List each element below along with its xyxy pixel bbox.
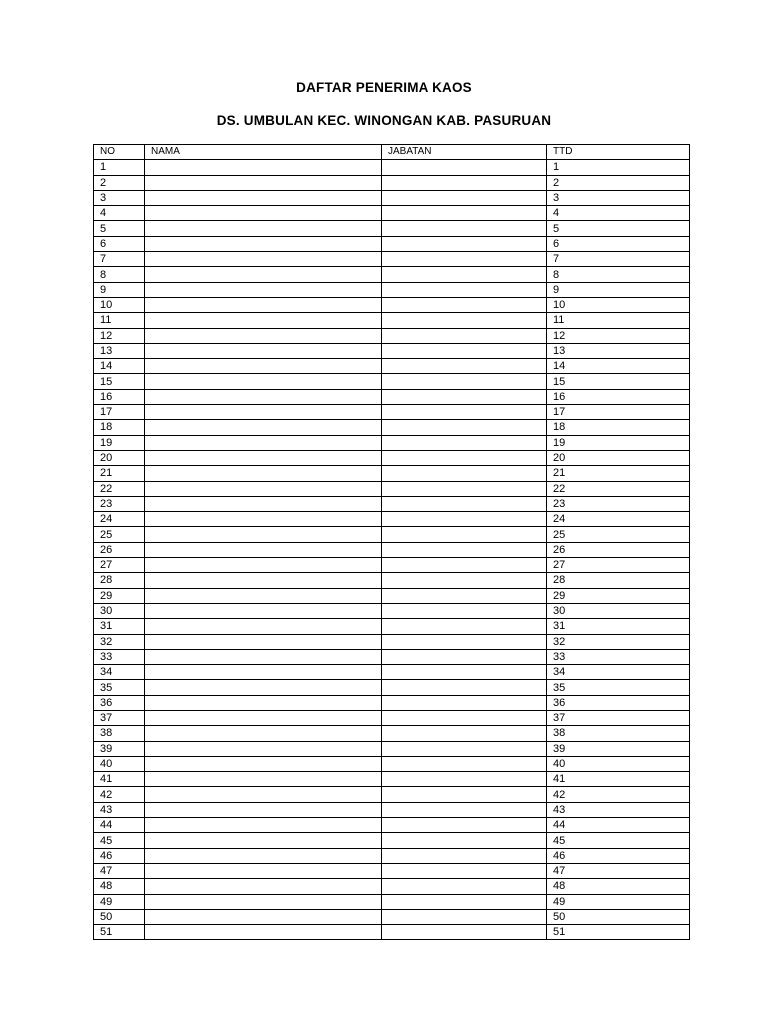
cell-ttd: 10 [547,297,690,312]
cell-nama [145,527,382,542]
cell-nama [145,695,382,710]
cell-jabatan [382,527,547,542]
cell-nama [145,282,382,297]
table-row [94,190,690,205]
cell-nama [145,313,382,328]
cell-no: 14 [94,359,145,374]
header-no: NO [94,145,145,160]
recipient-table [93,144,690,940]
cell-no: 37 [94,710,145,725]
table-row [94,527,690,542]
cell-ttd: 7 [547,252,690,267]
cell-no: 46 [94,848,145,863]
cell-ttd: 48 [547,879,690,894]
cell-nama [145,267,382,282]
cell-jabatan [382,435,547,450]
cell-nama [145,909,382,924]
cell-nama [145,359,382,374]
cell-jabatan [382,252,547,267]
cell-jabatan [382,756,547,771]
cell-no: 39 [94,741,145,756]
table-row [94,802,690,817]
table-row [94,680,690,695]
cell-nama [145,160,382,175]
table-row [94,374,690,389]
cell-jabatan [382,221,547,236]
table-row [94,405,690,420]
table-row [94,267,690,282]
cell-nama [145,634,382,649]
cell-nama [145,818,382,833]
cell-jabatan [382,374,547,389]
table-row [94,894,690,909]
cell-nama [145,420,382,435]
cell-jabatan [382,343,547,358]
cell-ttd: 26 [547,542,690,557]
cell-jabatan [382,267,547,282]
cell-ttd: 21 [547,466,690,481]
cell-jabatan [382,695,547,710]
cell-jabatan [382,833,547,848]
cell-jabatan [382,573,547,588]
cell-jabatan [382,206,547,221]
cell-jabatan [382,297,547,312]
cell-no: 32 [94,634,145,649]
cell-nama [145,190,382,205]
cell-ttd: 27 [547,558,690,573]
cell-jabatan [382,496,547,511]
cell-ttd: 13 [547,343,690,358]
cell-nama [145,649,382,664]
document-title: DAFTAR PENERIMA KAOS [296,80,472,95]
cell-no: 7 [94,252,145,267]
table-row [94,588,690,603]
cell-jabatan [382,680,547,695]
table-row [94,252,690,267]
header-nama: NAMA [145,145,382,160]
cell-nama [145,879,382,894]
cell-nama [145,236,382,251]
cell-nama [145,573,382,588]
cell-no: 33 [94,649,145,664]
table-row [94,206,690,221]
table-row [94,328,690,343]
cell-jabatan [382,741,547,756]
cell-no: 48 [94,879,145,894]
cell-ttd: 24 [547,512,690,527]
cell-ttd: 33 [547,649,690,664]
cell-jabatan [382,848,547,863]
table-row [94,435,690,450]
cell-ttd: 43 [547,802,690,817]
cell-jabatan [382,160,547,175]
cell-ttd: 29 [547,588,690,603]
cell-no: 50 [94,909,145,924]
cell-ttd: 40 [547,756,690,771]
cell-nama [145,343,382,358]
cell-no: 2 [94,175,145,190]
table-row [94,787,690,802]
cell-ttd: 36 [547,695,690,710]
table-row [94,466,690,481]
cell-jabatan [382,634,547,649]
cell-nama [145,297,382,312]
cell-nama [145,603,382,618]
table-row [94,879,690,894]
cell-ttd: 39 [547,741,690,756]
cell-ttd: 50 [547,909,690,924]
cell-jabatan [382,879,547,894]
cell-no: 25 [94,527,145,542]
cell-jabatan [382,420,547,435]
cell-ttd: 37 [547,710,690,725]
cell-nama [145,206,382,221]
cell-jabatan [382,726,547,741]
cell-jabatan [382,710,547,725]
table-row [94,603,690,618]
cell-jabatan [382,802,547,817]
cell-jabatan [382,450,547,465]
cell-nama [145,558,382,573]
cell-jabatan [382,466,547,481]
cell-nama [145,665,382,680]
cell-jabatan [382,512,547,527]
cell-jabatan [382,481,547,496]
cell-ttd: 15 [547,374,690,389]
cell-no: 23 [94,496,145,511]
table-row [94,420,690,435]
cell-ttd: 20 [547,450,690,465]
cell-jabatan [382,313,547,328]
cell-no: 6 [94,236,145,251]
cell-nama [145,496,382,511]
cell-no: 8 [94,267,145,282]
cell-no: 28 [94,573,145,588]
table-row [94,833,690,848]
cell-no: 27 [94,558,145,573]
cell-jabatan [382,787,547,802]
cell-no: 43 [94,802,145,817]
table-row [94,909,690,924]
table-row [94,925,690,940]
cell-ttd: 25 [547,527,690,542]
cell-no: 20 [94,450,145,465]
cell-ttd: 45 [547,833,690,848]
cell-jabatan [382,282,547,297]
cell-no: 41 [94,772,145,787]
header-jabatan: JABATAN [382,145,547,160]
cell-nama [145,405,382,420]
cell-no: 42 [94,787,145,802]
cell-nama [145,619,382,634]
cell-jabatan [382,359,547,374]
cell-nama [145,481,382,496]
cell-nama [145,374,382,389]
cell-nama [145,466,382,481]
cell-ttd: 31 [547,619,690,634]
cell-ttd: 19 [547,435,690,450]
table-row [94,450,690,465]
cell-no: 18 [94,420,145,435]
cell-no: 51 [94,925,145,940]
table-row [94,772,690,787]
cell-jabatan [382,772,547,787]
cell-jabatan [382,190,547,205]
cell-nama [145,833,382,848]
table-row [94,863,690,878]
cell-nama [145,756,382,771]
cell-nama [145,435,382,450]
table-row [94,221,690,236]
cell-ttd: 46 [547,848,690,863]
table-row [94,710,690,725]
cell-jabatan [382,619,547,634]
table-row [94,175,690,190]
table-body [94,160,690,940]
cell-ttd: 2 [547,175,690,190]
table-row [94,343,690,358]
cell-jabatan [382,558,547,573]
table-row [94,634,690,649]
table-header-row [94,145,690,160]
table-row [94,313,690,328]
table-row [94,481,690,496]
cell-no: 36 [94,695,145,710]
table-row [94,726,690,741]
cell-ttd: 8 [547,267,690,282]
cell-ttd: 9 [547,282,690,297]
table-row [94,282,690,297]
table-row [94,695,690,710]
cell-ttd: 5 [547,221,690,236]
table-row [94,496,690,511]
cell-ttd: 42 [547,787,690,802]
table-row [94,848,690,863]
cell-ttd: 17 [547,405,690,420]
table-row [94,558,690,573]
cell-ttd: 1 [547,160,690,175]
cell-no: 47 [94,863,145,878]
cell-jabatan [382,909,547,924]
cell-nama [145,802,382,817]
cell-nama [145,680,382,695]
table-row [94,160,690,175]
cell-no: 5 [94,221,145,236]
cell-no: 1 [94,160,145,175]
cell-no: 15 [94,374,145,389]
cell-jabatan [382,175,547,190]
cell-ttd: 30 [547,603,690,618]
table-row [94,573,690,588]
cell-nama [145,894,382,909]
table-row [94,649,690,664]
table-row [94,236,690,251]
cell-jabatan [382,405,547,420]
cell-ttd: 35 [547,680,690,695]
table-row [94,619,690,634]
cell-jabatan [382,818,547,833]
cell-nama [145,726,382,741]
cell-jabatan [382,542,547,557]
cell-ttd: 23 [547,496,690,511]
table-row [94,741,690,756]
header-ttd: TTD [547,145,690,160]
table-row [94,297,690,312]
cell-no: 29 [94,588,145,603]
cell-no: 21 [94,466,145,481]
cell-ttd: 49 [547,894,690,909]
cell-ttd: 41 [547,772,690,787]
cell-nama [145,450,382,465]
cell-ttd: 32 [547,634,690,649]
cell-jabatan [382,389,547,404]
cell-jabatan [382,925,547,940]
cell-nama [145,848,382,863]
cell-no: 10 [94,297,145,312]
cell-nama [145,512,382,527]
cell-no: 11 [94,313,145,328]
table-row [94,359,690,374]
cell-jabatan [382,603,547,618]
cell-no: 4 [94,206,145,221]
cell-no: 9 [94,282,145,297]
cell-ttd: 28 [547,573,690,588]
cell-nama [145,741,382,756]
cell-nama [145,863,382,878]
table-row [94,818,690,833]
cell-ttd: 38 [547,726,690,741]
cell-nama [145,710,382,725]
cell-ttd: 11 [547,313,690,328]
cell-jabatan [382,863,547,878]
cell-nama [145,787,382,802]
cell-no: 30 [94,603,145,618]
cell-ttd: 47 [547,863,690,878]
cell-no: 3 [94,190,145,205]
table-row [94,542,690,557]
cell-ttd: 44 [547,818,690,833]
table-row [94,665,690,680]
cell-ttd: 51 [547,925,690,940]
cell-ttd: 3 [547,190,690,205]
cell-no: 35 [94,680,145,695]
cell-no: 38 [94,726,145,741]
cell-jabatan [382,665,547,680]
cell-jabatan [382,649,547,664]
cell-no: 12 [94,328,145,343]
cell-ttd: 6 [547,236,690,251]
cell-no: 44 [94,818,145,833]
cell-jabatan [382,236,547,251]
cell-ttd: 12 [547,328,690,343]
cell-jabatan [382,894,547,909]
table-row [94,389,690,404]
cell-no: 40 [94,756,145,771]
cell-ttd: 14 [547,359,690,374]
cell-jabatan [382,328,547,343]
cell-nama [145,588,382,603]
cell-ttd: 22 [547,481,690,496]
cell-no: 31 [94,619,145,634]
cell-jabatan [382,588,547,603]
cell-no: 17 [94,405,145,420]
document-subtitle: DS. UMBULAN KEC. WINONGAN KAB. PASURUAN [216,113,552,128]
cell-nama [145,925,382,940]
cell-no: 24 [94,512,145,527]
cell-ttd: 18 [547,420,690,435]
cell-nama [145,389,382,404]
cell-no: 13 [94,343,145,358]
cell-ttd: 34 [547,665,690,680]
cell-no: 16 [94,389,145,404]
cell-no: 45 [94,833,145,848]
cell-nama [145,772,382,787]
cell-ttd: 16 [547,389,690,404]
table-row [94,512,690,527]
cell-no: 26 [94,542,145,557]
cell-no: 49 [94,894,145,909]
cell-no: 22 [94,481,145,496]
cell-nama [145,328,382,343]
cell-ttd: 4 [547,206,690,221]
cell-nama [145,252,382,267]
cell-no: 19 [94,435,145,450]
cell-no: 34 [94,665,145,680]
table-row [94,756,690,771]
cell-nama [145,175,382,190]
cell-nama [145,221,382,236]
cell-nama [145,542,382,557]
